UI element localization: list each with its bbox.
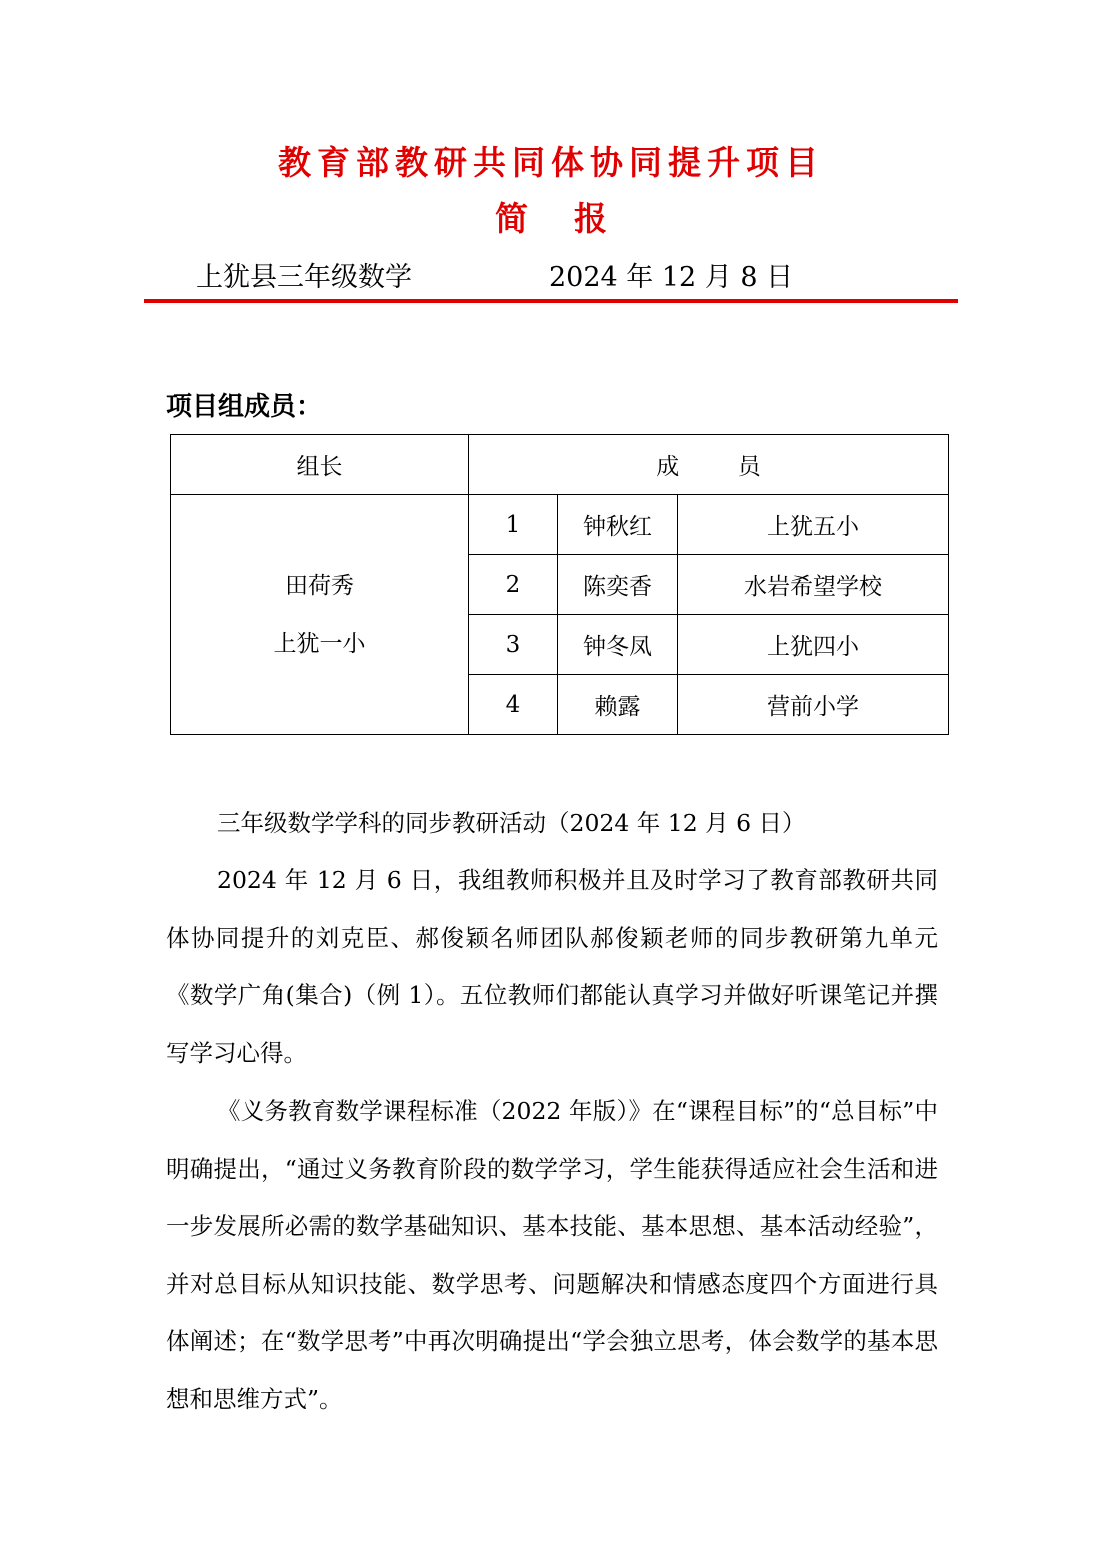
group-label: 上犹县三年级数学	[196, 262, 412, 293]
subtitle-char-2: 报	[574, 199, 607, 238]
leader-cell	[171, 495, 469, 735]
member-number: 1	[469, 495, 558, 555]
document-title: 教育部教研共同体协同提升项目	[278, 143, 824, 182]
member-number: 4	[469, 675, 558, 735]
member-number: 3	[469, 615, 558, 675]
leader-column-header: 组长	[171, 435, 469, 495]
table-row	[171, 495, 949, 555]
member-school: 营前小学	[678, 675, 949, 735]
member-number: 2	[469, 555, 558, 615]
table-header-row	[171, 435, 949, 495]
leader-school: 上犹一小	[273, 630, 366, 657]
member-name: 钟秋红	[558, 495, 678, 555]
leader-name: 田荷秀	[285, 572, 354, 599]
header-divider	[144, 299, 958, 303]
member-name: 赖露	[558, 675, 678, 735]
subtitle-char-1: 简	[495, 199, 528, 238]
members-column-header: 成 员	[469, 435, 949, 495]
member-name: 钟冬凤	[558, 615, 678, 675]
member-name: 陈奕香	[558, 555, 678, 615]
paragraph-study: 2024 年 12 月 6 日，我组教师积极并且及时学习了教育部教研共同体协同提升的刘克臣、郝俊颖名师团队郝俊颖老师的同步教研第九单元《数学广角(集合)（例 1）。五位教师们都能认真学习并做好听课笔记并撰写学习心得。	[166, 866, 938, 1067]
member-school: 水岩希望学校	[678, 555, 949, 615]
report-date: 2024 年 12 月 8 日	[549, 262, 794, 293]
members-heading: 项目组成员：	[166, 392, 323, 422]
activity-title: 三年级数学学科的同步教研活动（2024 年 12 月 6 日）	[217, 809, 806, 837]
member-school: 上犹五小	[678, 495, 949, 555]
members-table	[170, 434, 949, 735]
document-subtitle	[0, 196, 1102, 242]
member-school: 上犹四小	[678, 615, 949, 675]
paragraph-standard: 《义务教育数学课程标准（2022 年版）》在“课程目标”的“总目标”中明确提出，“通过义务教育阶段的数学学习，学生能获得适应社会生活和进一步发展所必需的数学基础知识、基本技能、基本思想、基本活动经验”，并对总目标从知识技能、数学思考、问题解决和情感态度四个方面进行具体阐述；在“数学思考”中再次明确提出“学会独立思考，体会数学的基本思想和思维方式”。	[166, 1097, 938, 1413]
